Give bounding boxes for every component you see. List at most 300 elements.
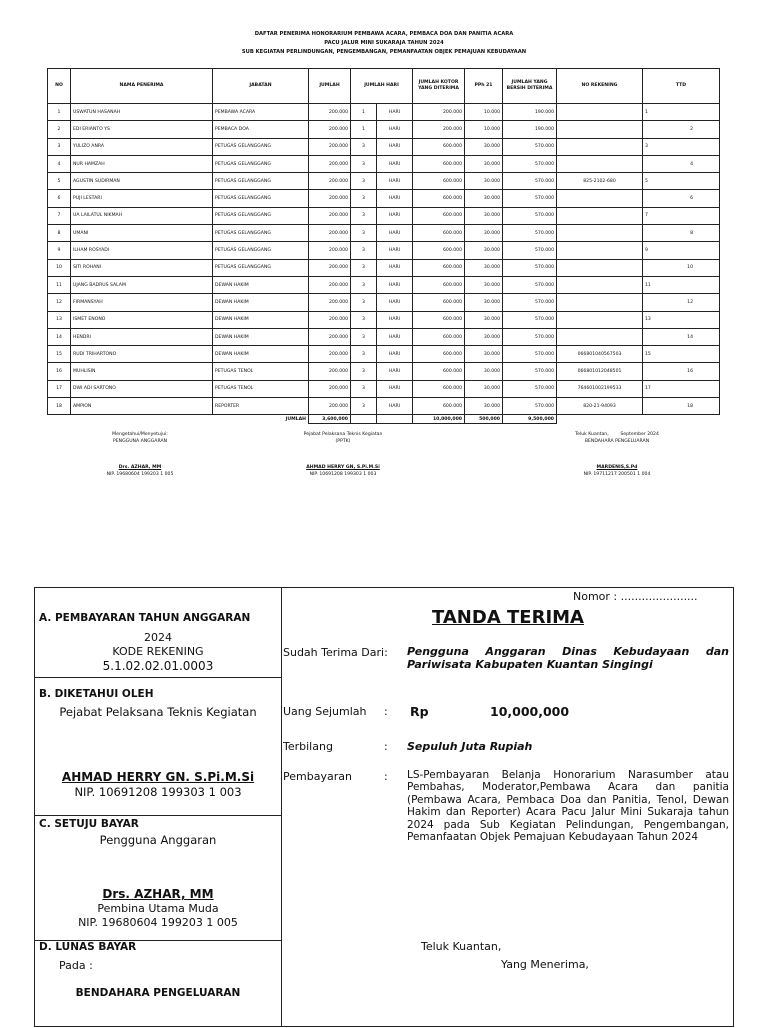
cell-ttd — [643, 138, 720, 155]
cell-kotor: 600.000 — [413, 380, 465, 397]
cell-hari: 3 — [351, 138, 377, 155]
pembayaran-label: Pembayaran — [283, 770, 352, 783]
cell-kotor: 600.000 — [413, 328, 465, 345]
cell-hari: 3 — [351, 363, 377, 380]
table-row — [48, 328, 720, 345]
cell-ttd — [643, 190, 720, 207]
cell-kotor: 600.000 — [413, 138, 465, 155]
ttd-left: 17 — [645, 386, 651, 392]
table-row — [48, 398, 720, 415]
section-d-heading: D. LUNAS BAYAR — [39, 941, 137, 953]
signature-pengguna — [70, 431, 210, 478]
cell-hari: 3 — [351, 276, 377, 293]
cell-kotor: 600.000 — [413, 207, 465, 224]
cell-bersih: 190.000 — [503, 121, 557, 138]
terbilang-label: Terbilang — [283, 740, 333, 753]
cell-hari: 3 — [351, 242, 377, 259]
cell-no: 4 — [48, 155, 71, 172]
ttd-right: 6 — [690, 196, 693, 202]
cell-ttd — [643, 346, 720, 363]
cell-jumlah: 200.000 — [309, 242, 351, 259]
cell-kotor: 600.000 — [413, 346, 465, 363]
cell-jumlah: 200.000 — [309, 207, 351, 224]
total-kotor: 10,000,000 — [413, 415, 465, 424]
cell-pph: 10.000 — [465, 121, 503, 138]
cell-jumlah: 200.000 — [309, 276, 351, 293]
cell-pph: 30.000 — [465, 328, 503, 345]
cell-rekening — [557, 294, 643, 311]
cell-unit: HARI — [377, 207, 413, 224]
cell-pph: 30.000 — [465, 398, 503, 415]
cell-no: 15 — [48, 346, 71, 363]
cell-ttd — [643, 363, 720, 380]
cell-hari: 3 — [351, 346, 377, 363]
cell-jabatan: PEMBAWA ACARA — [213, 104, 309, 121]
cell-unit: HARI — [377, 259, 413, 276]
cell-rekening — [557, 225, 643, 242]
pembayaran-value: LS-Pembayaran Belanja Honorarium Narasumber atau Pembahas, Moderator,Pembawa Acara dan panitia (Pembawa Acara, Pembaca Doa dan Panitia, Tenol, Dewan Hakim dan Reporter) Acara Pacu Jalur Mini Sukaraja tahun 2024 pada Sub Kegiatan Pelindungan, Pengembangan, Pemanfaatan Objek Pemajuan Kebudayaan Tahun 2024 — [407, 769, 729, 844]
cell-kotor: 600.000 — [413, 259, 465, 276]
cell-pph: 30.000 — [465, 207, 503, 224]
recipient-table — [47, 68, 720, 424]
cell-nama: AMPION — [71, 398, 213, 415]
cell-bersih: 570.000 — [503, 311, 557, 328]
section-b-role: Pejabat Pelaksana Teknis Kegiatan — [59, 705, 257, 719]
cell-nama: UA LAILATUL NIKMAH — [71, 207, 213, 224]
sig-mid-nip: NIP. 10691208 199303 1 003 — [309, 472, 377, 477]
cell-no: 9 — [48, 242, 71, 259]
ttd-left: 5 — [645, 178, 648, 184]
sig-right-name: MARDENIS,S.Pd — [596, 465, 638, 470]
table-row — [48, 346, 720, 363]
cell-rekening — [557, 259, 643, 276]
cell-no: 5 — [48, 173, 71, 190]
total-pph: 500,000 — [465, 415, 503, 424]
cell-hari: 3 — [351, 311, 377, 328]
tanda-terima-receipt — [34, 587, 734, 1027]
cell-jabatan: PETUGAS TENOL — [213, 363, 309, 380]
cell-rekening: 764601002199533 — [557, 380, 643, 397]
ttd-left: 9 — [645, 248, 648, 254]
table-row — [48, 363, 720, 380]
section-b — [35, 678, 281, 816]
table-row — [48, 225, 720, 242]
cell-ttd — [643, 207, 720, 224]
cell-nama: FIRMANSYAH — [71, 294, 213, 311]
receipt-title: TANDA TERIMA — [432, 607, 584, 628]
cell-kotor: 600.000 — [413, 398, 465, 415]
terbilang-colon: : — [384, 740, 388, 753]
cell-bersih: 570.000 — [503, 207, 557, 224]
cell-jabatan: PETUGAS GELANGGANG — [213, 207, 309, 224]
cell-jumlah: 200.000 — [309, 225, 351, 242]
cell-jumlah: 200.000 — [309, 398, 351, 415]
cell-unit: HARI — [377, 311, 413, 328]
cell-kotor: 600.000 — [413, 363, 465, 380]
ttd-right: 8 — [690, 230, 693, 236]
receipt-left-column — [35, 588, 282, 1026]
header-kotor: JUMLAH KOTOR YANG DITERIMA — [413, 69, 465, 104]
cell-bersih: 570.000 — [503, 259, 557, 276]
cell-kotor: 600.000 — [413, 155, 465, 172]
cell-jabatan: REPORTER — [213, 398, 309, 415]
header-nama: NAMA PENERIMA — [71, 69, 213, 104]
ttd-right: 4 — [690, 161, 693, 167]
cell-jumlah: 200.000 — [309, 363, 351, 380]
section-c-heading: C. SETUJU BAYAR — [39, 818, 139, 830]
table-row — [48, 276, 720, 293]
cell-bersih: 570.000 — [503, 242, 557, 259]
cell-no: 12 — [48, 294, 71, 311]
cell-nama: ILHAM ROSYADI — [71, 242, 213, 259]
cell-pph: 30.000 — [465, 242, 503, 259]
cell-hari: 3 — [351, 328, 377, 345]
header-rekening: NO REKENING — [557, 69, 643, 104]
cell-jabatan: DEWAN HAKIM — [213, 294, 309, 311]
sig-mid-name: AHMAD HERRY GN, S.Pi.M.Si — [306, 465, 380, 470]
section-c — [35, 816, 281, 941]
cell-ttd — [643, 173, 720, 190]
section-d — [35, 941, 281, 1028]
cell-jabatan: PEMBACA DOA — [213, 121, 309, 138]
sig-left-nip: NIP. 19680604 199203 1 005 — [106, 472, 174, 477]
cell-ttd — [643, 155, 720, 172]
cell-kotor: 200.000 — [413, 121, 465, 138]
cell-unit: HARI — [377, 380, 413, 397]
cell-jabatan: DEWAN HAKIM — [213, 346, 309, 363]
table-row — [48, 121, 720, 138]
cell-jabatan: DEWAN HAKIM — [213, 328, 309, 345]
section-a-kode: 5.1.02.02.01.0003 — [102, 659, 214, 673]
receipt-place: Teluk Kuantan, — [421, 940, 502, 953]
section-c-nip: NIP. 19680604 199203 1 005 — [78, 916, 238, 929]
header-bersih: JUMLAH YANG BERSIH DITERIMA — [503, 69, 557, 104]
cell-no: 1 — [48, 104, 71, 121]
cell-ttd — [643, 328, 720, 345]
cell-bersih: 570.000 — [503, 380, 557, 397]
section-c-rank: Pembina Utama Muda — [97, 902, 219, 915]
cell-jumlah: 200.000 — [309, 190, 351, 207]
cell-pph: 30.000 — [465, 259, 503, 276]
section-b-heading: B. DIKETAHUI OLEH — [39, 688, 154, 700]
cell-bersih: 570.000 — [503, 363, 557, 380]
cell-jabatan: PETUGAS TENOL — [213, 380, 309, 397]
cell-unit: HARI — [377, 363, 413, 380]
cell-rekening — [557, 311, 643, 328]
cell-unit: HARI — [377, 328, 413, 345]
cell-pph: 30.000 — [465, 276, 503, 293]
doc-title-line-2: PACU JALUR MINI SUKARAJA TAHUN 2024 — [324, 40, 444, 46]
table-row — [48, 242, 720, 259]
cell-no: 13 — [48, 311, 71, 328]
cell-unit: HARI — [377, 294, 413, 311]
total-label: JUMLAH — [48, 415, 309, 424]
table-row — [48, 190, 720, 207]
cell-jabatan: PETUGAS GELANGGANG — [213, 173, 309, 190]
cell-jumlah: 200.000 — [309, 380, 351, 397]
uang-label: Uang Sejumlah — [283, 705, 367, 718]
table-row — [48, 104, 720, 121]
ttd-right: 12 — [687, 299, 693, 305]
cell-unit: HARI — [377, 155, 413, 172]
cell-pph: 30.000 — [465, 380, 503, 397]
cell-rekening: 820-21-94093 — [557, 398, 643, 415]
ttd-right: 18 — [687, 403, 693, 409]
header-jumlah: JUMLAH — [309, 69, 351, 104]
table-row — [48, 207, 720, 224]
cell-hari: 1 — [351, 104, 377, 121]
cell-hari: 3 — [351, 259, 377, 276]
section-c-role: Pengguna Anggaran — [99, 833, 217, 847]
uang-colon: : — [384, 705, 388, 718]
cell-bersih: 190.000 — [503, 104, 557, 121]
nomor: Nomor : ...................... — [573, 590, 698, 603]
cell-unit: HARI — [377, 121, 413, 138]
cell-pph: 30.000 — [465, 294, 503, 311]
sig-left-line1: Mengetahui/Menyetujui: — [112, 432, 168, 437]
doc-title — [0, 30, 768, 57]
cell-ttd — [643, 276, 720, 293]
sig-mid-line2: (PPTK) — [335, 439, 351, 444]
cell-hari: 3 — [351, 155, 377, 172]
cell-jabatan: PETUGAS GELANGGANG — [213, 242, 309, 259]
total-jumlah: 3,600,000 — [309, 415, 351, 424]
cell-rekening: 066801040567503 — [557, 346, 643, 363]
cell-nama: PUJI LESTARI — [71, 190, 213, 207]
terbilang-value: Sepuluh Juta Rupiah — [407, 740, 533, 753]
cell-unit: HARI — [377, 346, 413, 363]
cell-jumlah: 200.000 — [309, 294, 351, 311]
section-a — [35, 588, 281, 678]
cell-rekening — [557, 104, 643, 121]
cell-hari: 1 — [351, 121, 377, 138]
cell-no: 8 — [48, 225, 71, 242]
cell-ttd — [643, 259, 720, 276]
ttd-right: 16 — [687, 369, 693, 375]
cell-jumlah: 200.000 — [309, 104, 351, 121]
cell-pph: 30.000 — [465, 346, 503, 363]
cell-jabatan: PETUGAS GELANGGANG — [213, 225, 309, 242]
doc-title-line-1: DAFTAR PENERIMA HONORARIUM PEMBAWA ACARA, PEMBACA DOA DAN PANITIA ACARA — [254, 31, 514, 37]
ttd-left: 3 — [645, 144, 648, 150]
cell-hari: 3 — [351, 190, 377, 207]
cell-kotor: 600.000 — [413, 225, 465, 242]
cell-jumlah: 200.000 — [309, 346, 351, 363]
cell-unit: HARI — [377, 276, 413, 293]
sig-right-date: September 2024 — [620, 432, 659, 437]
cell-jabatan: DEWAN HAKIM — [213, 276, 309, 293]
cell-bersih: 570.000 — [503, 155, 557, 172]
cell-kotor: 600.000 — [413, 242, 465, 259]
section-d-role: BENDAHARA PENGELUARAN — [75, 987, 241, 999]
cell-rekening — [557, 242, 643, 259]
header-ttd: TTD — [643, 69, 720, 104]
cell-nama: DWI ADI SARTONO — [71, 380, 213, 397]
cell-unit: HARI — [377, 225, 413, 242]
cell-no: 10 — [48, 259, 71, 276]
cell-kotor: 600.000 — [413, 276, 465, 293]
cell-ttd — [643, 311, 720, 328]
section-b-name: AHMAD HERRY GN. S.Pi.M.Si — [61, 770, 255, 784]
cell-kotor: 600.000 — [413, 311, 465, 328]
cell-nama: AGUSTIN SUDIRMAN — [71, 173, 213, 190]
header-no: NO — [48, 69, 71, 104]
section-c-name: Drs. AZHAR, MM — [102, 887, 214, 901]
cell-rekening — [557, 190, 643, 207]
section-d-pada: Pada : — [59, 959, 93, 972]
cell-rekening: 825-2102-680 — [557, 173, 643, 190]
cell-bersih: 570.000 — [503, 173, 557, 190]
sig-right-nip: NIP. 19711217 200501 1 004 — [583, 472, 651, 477]
ttd-left: 7 — [645, 213, 648, 219]
cell-hari: 3 — [351, 207, 377, 224]
cell-unit: HARI — [377, 190, 413, 207]
sig-left-line2: PENGGUNA ANGGARAN — [112, 439, 168, 444]
section-a-heading: A. PEMBAYARAN TAHUN ANGGARAN — [39, 612, 251, 624]
cell-unit: HARI — [377, 242, 413, 259]
cell-pph: 30.000 — [465, 190, 503, 207]
dari-value: Pengguna Anggaran Dinas Kebudayaan dan Pariwisata Kabupaten Kuantan Singingi — [407, 645, 729, 671]
receiver-label: Yang Menerima, — [501, 958, 589, 971]
signature-bendahara — [532, 431, 702, 478]
cell-ttd — [643, 380, 720, 397]
cell-jumlah: 200.000 — [309, 121, 351, 138]
table-row — [48, 259, 720, 276]
ttd-left: 15 — [645, 351, 651, 357]
cell-pph: 10.000 — [465, 104, 503, 121]
section-b-nip: NIP. 10691208 199303 1 003 — [74, 785, 242, 799]
cell-bersih: 570.000 — [503, 138, 557, 155]
cell-no: 16 — [48, 363, 71, 380]
cell-nama: SITI ROHANI — [71, 259, 213, 276]
cell-jumlah: 200.000 — [309, 173, 351, 190]
table-row — [48, 138, 720, 155]
cell-rekening — [557, 138, 643, 155]
cell-pph: 30.000 — [465, 155, 503, 172]
cell-hari: 3 — [351, 380, 377, 397]
cell-nama: EDI ERIANTO YS — [71, 121, 213, 138]
cell-unit: HARI — [377, 398, 413, 415]
cell-jabatan: PETUGAS GELANGGANG — [213, 138, 309, 155]
cell-jabatan: DEWAN HAKIM — [213, 311, 309, 328]
cell-no: 18 — [48, 398, 71, 415]
cell-nama: NUR HAMZAH — [71, 155, 213, 172]
section-a-year: 2024 — [144, 631, 172, 644]
cell-kotor: 200.000 — [413, 104, 465, 121]
cell-no: 7 — [48, 207, 71, 224]
cell-kotor: 600.000 — [413, 173, 465, 190]
table-row — [48, 173, 720, 190]
cell-jabatan: PETUGAS GELANGGANG — [213, 155, 309, 172]
cell-bersih: 570.000 — [503, 190, 557, 207]
sig-left-name: Drs. AZHAR, MM — [118, 465, 162, 470]
cell-ttd — [643, 225, 720, 242]
receipt-right-column — [283, 588, 733, 1026]
cell-bersih: 570.000 — [503, 225, 557, 242]
cell-rekening — [557, 276, 643, 293]
cell-jumlah: 200.000 — [309, 138, 351, 155]
table-total-row — [48, 415, 720, 424]
ttd-right: 2 — [690, 126, 693, 132]
cell-nama: UJANG BADRUS SALAM — [71, 276, 213, 293]
sig-mid-line1: Pejabat Pelaksana Teknis Kegiatan — [303, 432, 383, 437]
cell-no: 14 — [48, 328, 71, 345]
cell-bersih: 570.000 — [503, 276, 557, 293]
cell-bersih: 570.000 — [503, 346, 557, 363]
cell-nama: USWATUN HASANAH — [71, 104, 213, 121]
cell-nama: HENDRI — [71, 328, 213, 345]
cell-ttd — [643, 104, 720, 121]
cell-hari: 3 — [351, 173, 377, 190]
uang-currency: Rp — [410, 704, 429, 719]
cell-rekening — [557, 328, 643, 345]
table-row — [48, 294, 720, 311]
cell-no: 17 — [48, 380, 71, 397]
cell-ttd — [643, 121, 720, 138]
cell-kotor: 600.000 — [413, 190, 465, 207]
cell-jabatan: PETUGAS GELANGGANG — [213, 190, 309, 207]
cell-bersih: 570.000 — [503, 294, 557, 311]
table-row — [48, 155, 720, 172]
cell-ttd — [643, 294, 720, 311]
cell-pph: 30.000 — [465, 225, 503, 242]
cell-no: 3 — [48, 138, 71, 155]
cell-jumlah: 200.000 — [309, 328, 351, 345]
cell-unit: HARI — [377, 173, 413, 190]
cell-jabatan: PETUGAS GELANGGANG — [213, 259, 309, 276]
cell-pph: 30.000 — [465, 311, 503, 328]
table-header-row — [48, 69, 720, 104]
table-row — [48, 311, 720, 328]
cell-no: 6 — [48, 190, 71, 207]
cell-rekening: 066801012048501 — [557, 363, 643, 380]
header-pph: PPh 21 — [465, 69, 503, 104]
sig-right-place: Teluk Kuantan, — [575, 432, 609, 437]
cell-hari: 3 — [351, 225, 377, 242]
cell-pph: 30.000 — [465, 173, 503, 190]
cell-rekening — [557, 121, 643, 138]
cell-jumlah: 200.000 — [309, 259, 351, 276]
uang-value: 10,000,000 — [490, 704, 570, 719]
cell-bersih: 570.000 — [503, 328, 557, 345]
ttd-left: 1 — [645, 109, 648, 115]
cell-jumlah: 200.000 — [309, 311, 351, 328]
cell-rekening — [557, 155, 643, 172]
table-row — [48, 380, 720, 397]
dari-label: Sudah Terima Dari: — [283, 646, 388, 659]
cell-nama: MUHLISIN — [71, 363, 213, 380]
signature-pptk — [258, 431, 428, 478]
pembayaran-colon: : — [384, 770, 388, 783]
cell-nama: UMANI — [71, 225, 213, 242]
cell-nama: ISMET ENONO — [71, 311, 213, 328]
cell-nama: RUDI TRIHARTONO — [71, 346, 213, 363]
header-jabatan: JABATAN — [213, 69, 309, 104]
cell-unit: HARI — [377, 138, 413, 155]
cell-no: 2 — [48, 121, 71, 138]
ttd-right: 10 — [687, 265, 693, 271]
cell-hari: 3 — [351, 398, 377, 415]
cell-pph: 30.000 — [465, 138, 503, 155]
cell-jumlah: 200.000 — [309, 155, 351, 172]
cell-rekening — [557, 207, 643, 224]
cell-ttd — [643, 242, 720, 259]
ttd-right: 14 — [687, 334, 693, 340]
cell-bersih: 570.000 — [503, 398, 557, 415]
doc-title-line-3: SUB KEGIATAN PERLINDUNGAN, PENGEMBANGAN, PEMANFAATAN OBJEK PEMAJUAN KEBUDAYAAN — [241, 49, 527, 55]
cell-unit: HARI — [377, 104, 413, 121]
ttd-left: 11 — [645, 282, 651, 288]
